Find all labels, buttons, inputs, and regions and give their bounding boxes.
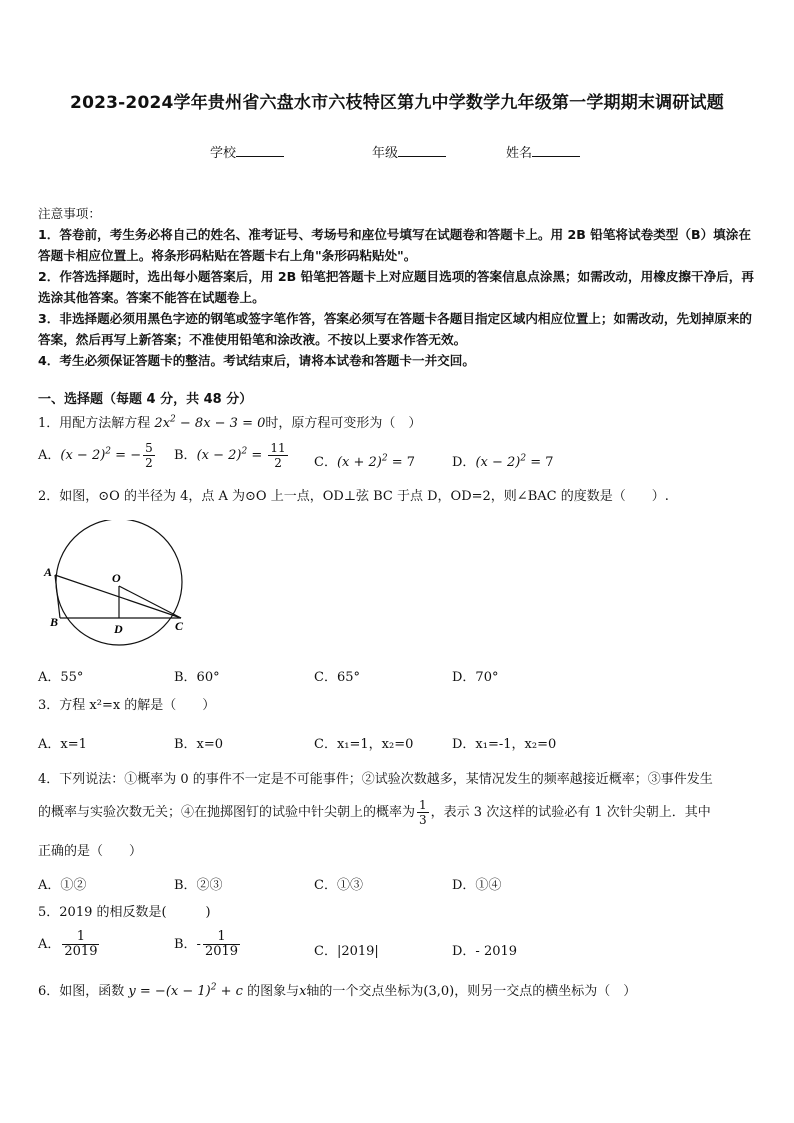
- q4-option-b[interactable]: B．②③: [174, 878, 223, 893]
- label-d: D: [114, 622, 123, 636]
- q4-option-c[interactable]: C．①③: [314, 878, 363, 893]
- school-label: 学校: [210, 146, 237, 161]
- question-3: 3．方程 x²=x 的解是（ ）: [38, 698, 216, 713]
- q3-options: [38, 733, 758, 753]
- q3-option-c[interactable]: C．x₁=1，x₂=0: [314, 737, 414, 752]
- note-item: 1．答卷前，考生务必将自己的姓名、准考证号、考场号和座位号填写在试题卷和答题卡上。用 2B 铅笔将试卷类型（B）填涂在答题卡相应位置上。将条形码粘贴在答题卡右上角"条形码粘贴处"。: [38, 227, 751, 263]
- q4-option-d[interactable]: D．①④: [452, 878, 502, 893]
- q4-options: [38, 874, 758, 894]
- question-4-line-3: 正确的是（ ）: [38, 844, 143, 859]
- question-5: 5．2019 的相反数是( ): [38, 905, 211, 920]
- exam-title: 2023-2024学年贵州省六盘水市六枝特区第九中学数学九年级第一学期期末调研试题: [70, 93, 724, 113]
- section-title: 一、选择题（每题 4 分，共 48 分）: [38, 392, 253, 407]
- q2-option-c[interactable]: C．65°: [314, 670, 360, 685]
- grade-field[interactable]: [372, 142, 446, 161]
- q1-option-a[interactable]: A．$(x - 2)^2$ = − $\frac{5}{2}$: [38, 441, 153, 470]
- q5-option-b[interactable]: B．- $\frac{1}{2019}$: [174, 929, 239, 959]
- notes-heading: 注意事项：: [38, 206, 101, 221]
- q2-option-a[interactable]: A．55°: [38, 670, 84, 685]
- q4-option-a[interactable]: A．①②: [38, 878, 87, 893]
- q1-option-b[interactable]: B．$(x - 2)^2$ = $\frac{11}{2}$: [174, 441, 286, 470]
- q3-option-a[interactable]: A．x=1: [38, 737, 87, 752]
- question-1: [38, 414, 758, 434]
- name-blank[interactable]: [532, 144, 580, 157]
- q1-option-c[interactable]: C．$(x + 2)^2 = 7$: [314, 453, 416, 470]
- note-item: 3．非选择题必须用黑色字迹的钢笔或签字笔作答，答案必须写在答题卡各题目指定区域内相应位置上；如需改动，先划掉原来的答案，然后再写上新答案；不准使用铅笔和涂改液。不按以上要求作答无效。: [38, 311, 753, 347]
- chord-ab: [55, 575, 60, 618]
- q5-option-c[interactable]: C．|2019|: [314, 944, 379, 959]
- note-item: 4．考生必须保证答题卡的整洁。考试结束后，请将本试卷和答题卡一并交回。: [38, 353, 475, 368]
- notes-block: [38, 203, 758, 371]
- segment-oc: [119, 586, 181, 618]
- grade-blank[interactable]: [398, 144, 446, 157]
- q1-option-d[interactable]: D．$(x - 2)^2 = 7$: [452, 453, 554, 470]
- q1-options: [38, 441, 758, 481]
- school-field[interactable]: [210, 142, 284, 161]
- label-a: A: [44, 565, 53, 579]
- q6-function: $y = -(x - 1)^2 + c$: [128, 982, 243, 999]
- label-b: B: [50, 615, 59, 629]
- circle-figure: [38, 520, 188, 650]
- q5-option-a[interactable]: A． $\frac{1}{2019}$: [38, 929, 98, 959]
- question-6: 6．如图，函数 $y = -(x - 1)^2 + c$ 的图象与x轴的一个交点坐标为(3,0)，则另一交点的横坐标为（ ）: [38, 982, 637, 999]
- name-label: 姓名: [506, 146, 533, 161]
- q1-equation: $2x^2 - 8x - 3 = 0$: [154, 414, 266, 431]
- q2-options: [38, 666, 758, 686]
- q5-options: [38, 930, 758, 970]
- note-item: 2．作答选择题时，选出每小题答案后，用 2B 铅笔把答题卡上对应题目选项的答案信息点涂黑；如需改动，用橡皮擦干净后，再选涂其他答案。答案不能答在试题卷上。: [38, 269, 754, 305]
- label-o: O: [112, 571, 121, 585]
- q3-option-b[interactable]: B．x=0: [174, 737, 224, 752]
- grade-label: 年级: [372, 146, 399, 161]
- label-c: C: [175, 619, 184, 633]
- name-field[interactable]: [506, 142, 580, 161]
- q5-option-d[interactable]: D．- 2019: [452, 944, 518, 959]
- q2-option-b[interactable]: B．60°: [174, 670, 220, 685]
- question-4-line-2: 的概率与实验次数无关；④在抛掷图钉的试验中针尖朝上的概率为 $\frac{1}{3}$ ，表示 3 次这样的试验必有 1 次针尖朝上．其中: [38, 798, 711, 827]
- question-2: 2．如图，⊙O 的半径为 4，点 A 为⊙O 上一点，OD⊥弦 BC 于点 D，OD=2，则∠BAC 的度数是（ ）.: [38, 489, 669, 504]
- q2-option-d[interactable]: D．70°: [452, 670, 499, 685]
- school-blank[interactable]: [236, 144, 284, 157]
- q1-stem-b: 时，原方程可变形为（ ）: [265, 416, 422, 431]
- question-4-line-1: 4．下列说法：①概率为 0 的事件不一定是不可能事件；②试验次数越多，某情况发生的频率越接近概率；③事件发生: [38, 772, 713, 787]
- q1-stem-a: 1．用配方法解方程: [38, 416, 151, 431]
- q3-option-d[interactable]: D．x₁=-1，x₂=0: [452, 737, 557, 752]
